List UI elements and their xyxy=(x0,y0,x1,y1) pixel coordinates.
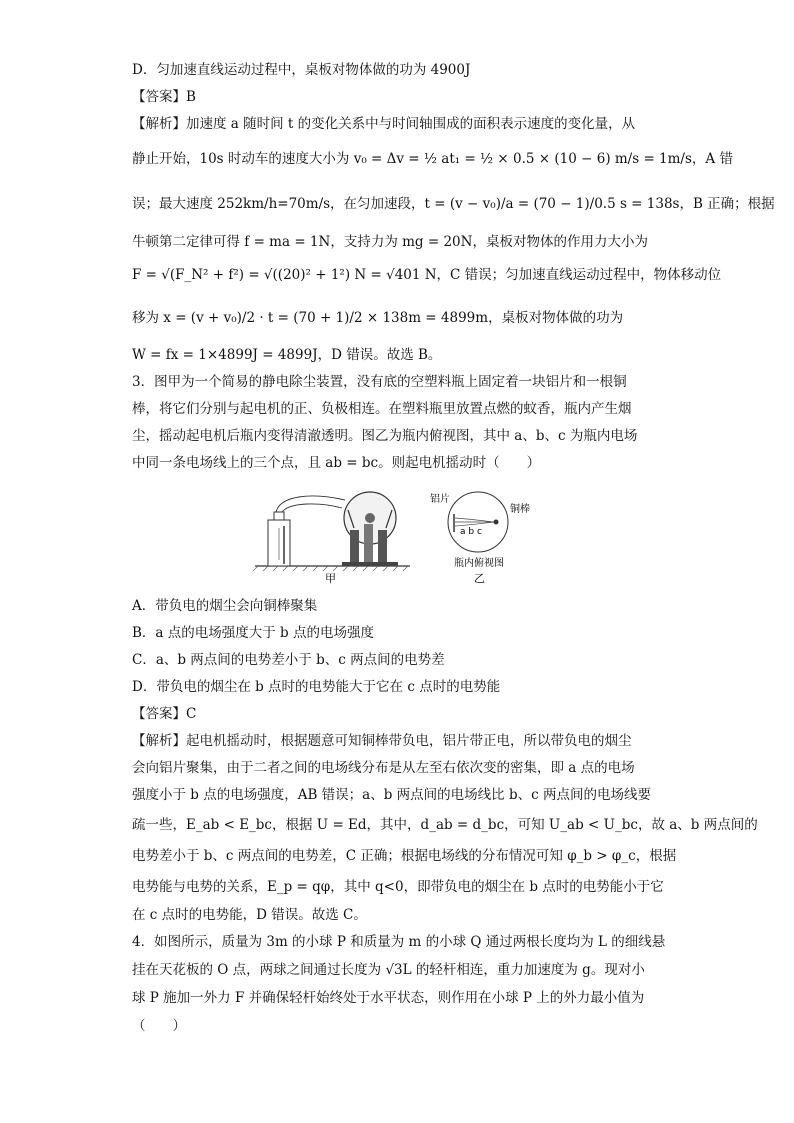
analysis-line: 牛顿第二定律可得 f = ma = 1N，支持力为 mg = 20N，桌板对物体的作用力大小为 xyxy=(132,234,648,250)
label-copper-rod: 铜棒 xyxy=(510,504,530,515)
question-3-stem: 中同一条电场线上的三个点，且 ab = bc。则起电机摇动时（ ） xyxy=(132,455,541,471)
analysis-line: W = fx = 1×4899J = 4899J，D 错误。故选 B。 xyxy=(132,347,442,363)
analysis-line: 电势差小于 b、c 两点间的电势差，C 正确；根据电场线的分布情况可知 φ_b > φ_c，根据 xyxy=(132,848,677,864)
option-a: A．带负电的烟尘会向铜棒聚集 xyxy=(132,598,318,614)
analysis-line: 电势能与电势的关系，E_p = qφ，其中 q<0，即带负电的烟尘在 b 点时的电势能小于它 xyxy=(132,879,664,895)
analysis-line: 【解析】起电机摇动时，根据题意可知铜棒带负电，铝片带正电，所以带负电的烟尘 xyxy=(132,733,632,749)
option-d-prev: D．匀加速直线运动过程中，桌板对物体做的功为 4900J xyxy=(132,62,471,78)
analysis-line: 移为 x = (v + v₀)/2 · t = (70 + 1)/2 × 138m = 4899m，桌板对物体做的功为 xyxy=(132,310,624,326)
question-4-stem: 球 P 施加一外力 F 并确保轻杆始终处于水平状态，则作用在小球 P 上的外力最小值为 xyxy=(132,990,645,1006)
question-4-stem: 挂在天花板的 O 点，两球之间通过长度为 √3L 的轻杆相连，重力加速度为 g。现对小 xyxy=(132,962,645,978)
answer-label: 【答案】B xyxy=(132,89,196,105)
label-aluminum-plate: 铝片 xyxy=(430,494,450,505)
analysis-line: 在 c 点时的电势能，D 错误。故选 C。 xyxy=(132,907,367,923)
analysis-line: 【解析】加速度 a 随时间 t 的变化关系中与时间轴围成的面积表示速度的变化量，从 xyxy=(132,116,636,132)
electrostatic-apparatus-figure xyxy=(250,488,550,584)
analysis-line: 强度小于 b 点的电场强度，AB 错误；a、b 两点间的电场线比 b、c 两点间的电场线要 xyxy=(132,787,651,803)
analysis-line: 静止开始，10s 时动车的速度大小为 v₀ = Δv = ½ at₁ = ½ × 0.5 × (10 − 6) m/s = 1m/s，A 错 xyxy=(132,151,733,167)
question-3-stem: 棒，将它们分别与起电机的正、负极相连。在塑料瓶里放置点燃的蚊香，瓶内产生烟 xyxy=(132,401,632,417)
figure-points-abc: a b c xyxy=(460,527,482,537)
answer-label: 【答案】C xyxy=(132,706,197,722)
option-b: B．a 点的电场强度大于 b 点的电场强度 xyxy=(132,625,374,641)
figure-label-jia: 甲 xyxy=(325,572,336,584)
figure-label-yi: 乙 xyxy=(474,572,485,584)
analysis-line: 会向铝片聚集，由于二者之间的电场线分布是从左至右依次变的密集，即 a 点的电场 xyxy=(132,760,635,776)
analysis-line: 疏一些，E_ab < E_bc，根据 U = Ed，其中，d_ab = d_bc，可知 U_ab < U_bc，故 a、b 两点间的 xyxy=(132,817,758,833)
question-4-stem: （ ） xyxy=(132,1018,186,1034)
option-c: C．a、b 两点间的电势差小于 b、c 两点间的电势差 xyxy=(132,652,445,668)
analysis-line: 误；最大速度 252km/h=70m/s，在匀加速段，t = (v − v₀)/a = (70 − 1)/0.5 s = 138s，B 正确；根据 xyxy=(132,196,775,212)
option-d: D．带负电的烟尘在 b 点时的电势能大于它在 c 点时的电势能 xyxy=(132,679,501,695)
analysis-line: F = √(F_N² + f²) = √((20)² + 1²) N = √401 N，C 错误；匀加速直线运动过程中，物体移动位 xyxy=(132,267,722,283)
question-3-stem: 3．图甲为一个简易的静电除尘装置，没有底的空塑料瓶上固定着一块铝片和一根铜 xyxy=(132,374,627,390)
label-top-view: 瓶内俯视图 xyxy=(454,558,504,569)
question-3-stem: 尘，摇动起电机后瓶内变得清澈透明。图乙为瓶内俯视图，其中 a、b、c 为瓶内电场 xyxy=(132,428,638,444)
question-4-stem: 4．如图所示，质量为 3m 的小球 P 和质量为 m 的小球 Q 通过两根长度均为 L 的细线悬 xyxy=(132,934,666,950)
